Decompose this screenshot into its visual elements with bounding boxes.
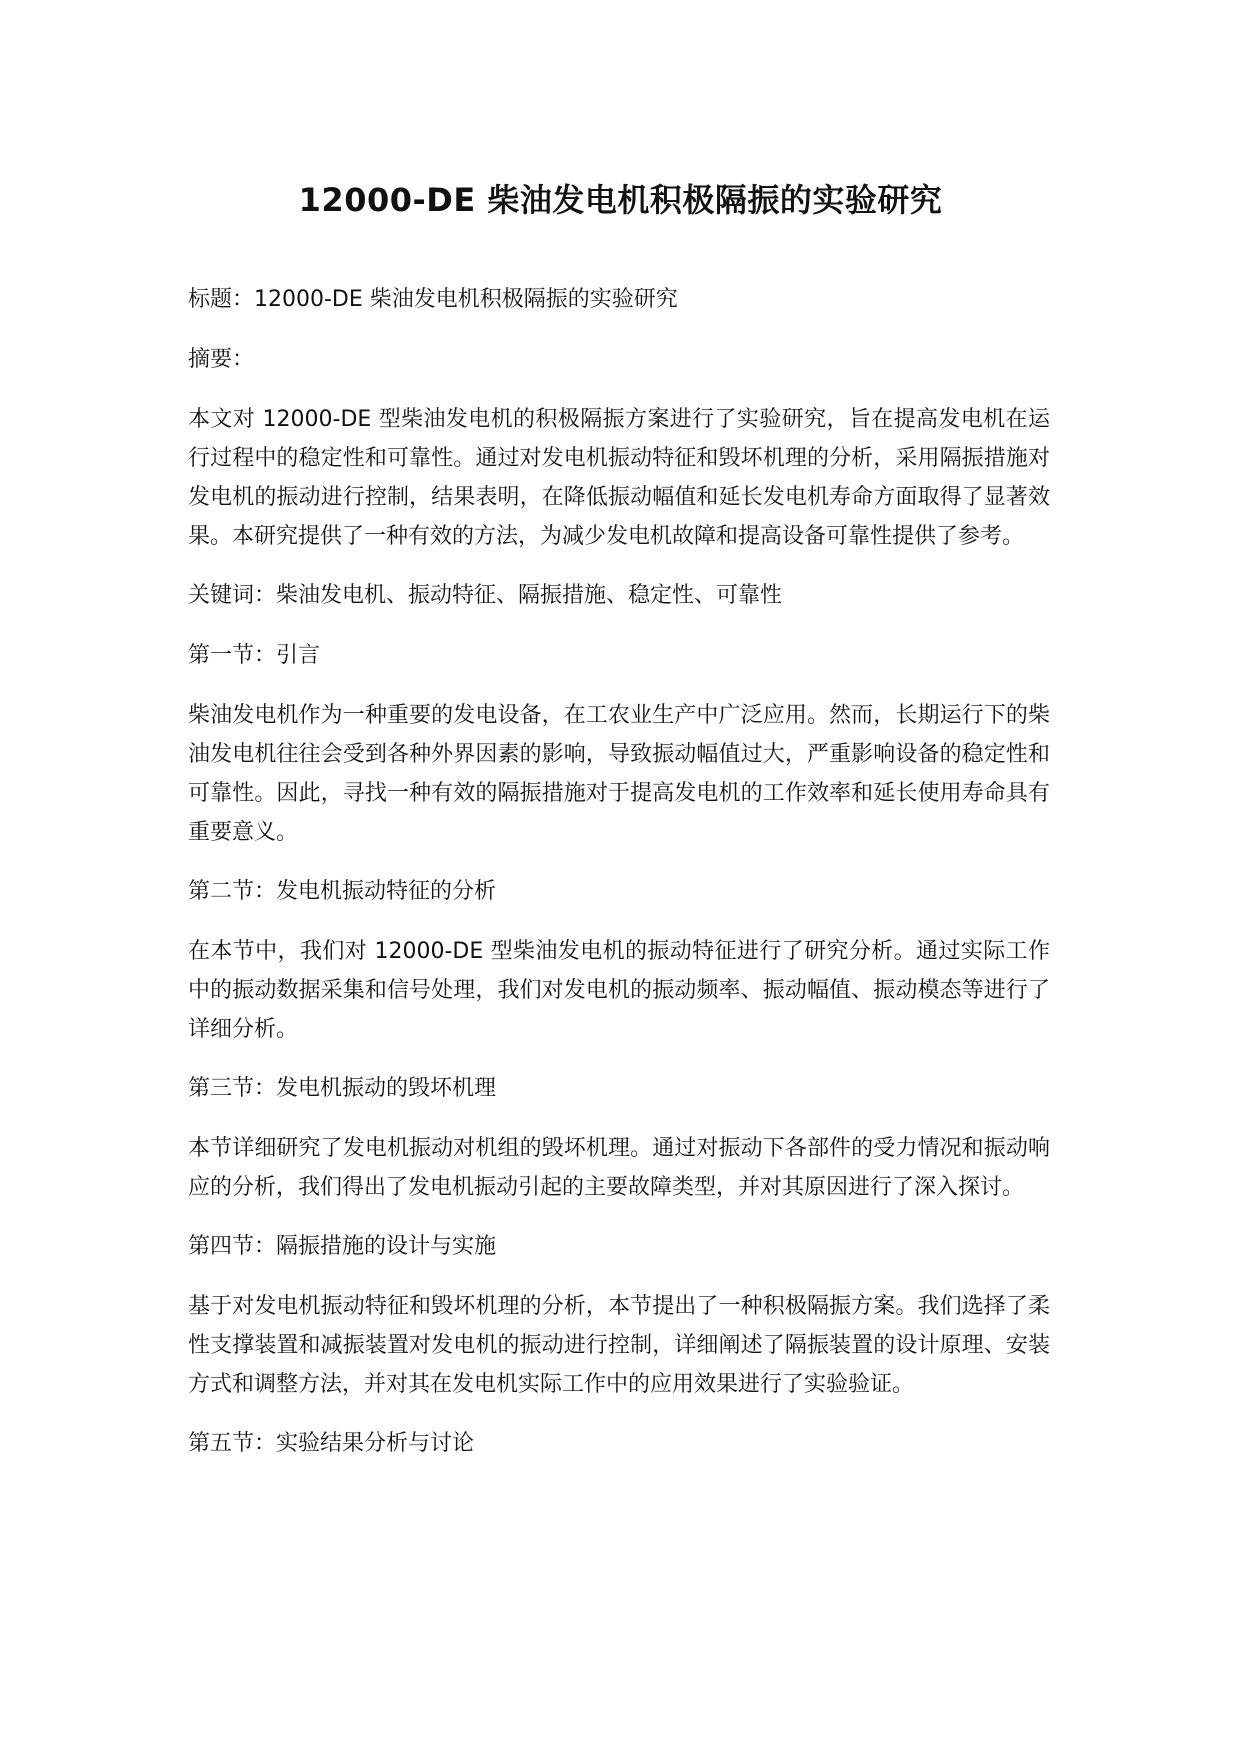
section-body: 柴油发电机作为一种重要的发电设备，在工农业生产中广泛应用。然而，长期运行下的柴油发电机往往会受到各种外界因素的影响，导致振动幅值过大，严重影响设备的稳定性和可靠性。因此，寻找一种有效的隔振措施对于提高发电机的工作效率和延长使用寿命具有重要意义。 <box>188 703 1050 845</box>
abstract-text: 本文对 12000-DE 型柴油发电机的积极隔振方案进行了实验研究，旨在提高发电机在运行过程中的稳定性和可靠性。通过对发电机振动特征和毁坏机理的分析，采用隔振措施对发电机的振动进行控制，结果表明，在降低振动幅值和延长发电机寿命方面取得了显著效果。本研究提供了一种有效的方法，为减少发电机故障和提高设备可靠性提供了参考。 <box>188 407 1050 549</box>
section-body: 在本节中，我们对 12000-DE 型柴油发电机的振动特征进行了研究分析。通过实际工作中的振动数据采集和信号处理，我们对发电机的振动频率、振动幅值、振动模态等进行了详细分析。 <box>188 939 1050 1042</box>
section-body: 基于对发电机振动特征和毁坏机理的分析，本节提出了一种积极隔振方案。我们选择了柔性支撑装置和减振装置对发电机的振动进行控制，详细阐述了隔振装置的设计原理、安装方式和调整方法，并对其在发电机实际工作中的应用效果进行了实验验证。 <box>188 1294 1050 1397</box>
keywords-line: 关键词：柴油发电机、振动特征、隔振措施、稳定性、可靠性 <box>188 583 783 608</box>
section-heading: 第一节：引言 <box>188 643 321 668</box>
document-title: 12000-DE 柴油发电机积极隔振的实验研究 <box>298 181 943 219</box>
abstract-heading: 摘要： <box>188 347 255 372</box>
title-line: 标题：12000-DE 柴油发电机积极隔振的实验研究 <box>188 287 678 312</box>
section-heading: 第四节：隔振措施的设计与实施 <box>188 1234 497 1259</box>
section-body: 本节详细研究了发电机振动对机组的毁坏机理。通过对振动下各部件的受力情况和振动响应的分析，我们得出了发电机振动引起的主要故障类型，并对其原因进行了深入探讨。 <box>188 1136 1050 1200</box>
section-heading: 第三节：发电机振动的毁坏机理 <box>188 1076 497 1101</box>
section-heading: 第五节：实验结果分析与讨论 <box>188 1431 475 1456</box>
section-heading: 第二节：发电机振动特征的分析 <box>188 879 497 904</box>
document-body <box>188 280 1050 1484</box>
